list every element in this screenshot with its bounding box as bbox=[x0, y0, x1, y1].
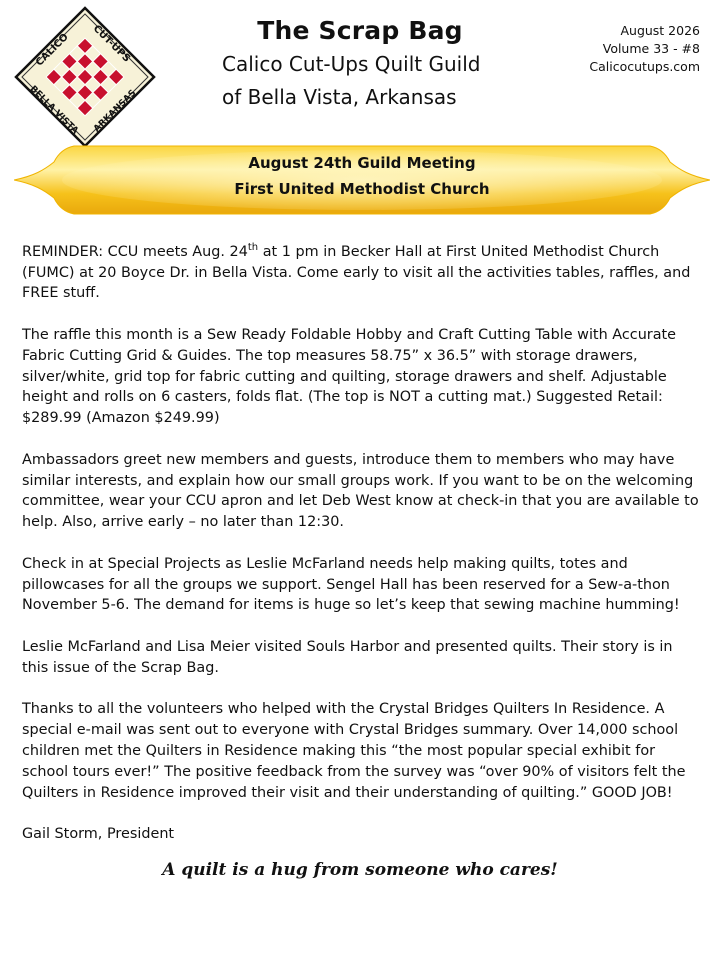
masthead bbox=[222, 16, 522, 111]
logo-text-arkansas: ARKANSAS bbox=[92, 88, 139, 135]
website-link[interactable]: Calicocutups.com bbox=[589, 59, 700, 74]
logo-text-calico: CALICO bbox=[34, 31, 71, 69]
newsletter-title: The Scrap Bag bbox=[257, 16, 463, 45]
paragraph-souls-harbor: Leslie McFarland and Lisa Meier visited Souls Harbor and presented quilts. Their story is in this issue of the Scrap Bag. bbox=[22, 638, 673, 676]
logo-text-bella-vista: BELLA VISTA bbox=[27, 84, 80, 137]
paragraph-raffle: The raffle this month is a Sew Ready Foldable Hobby and Craft Cutting Table with Accurate Fabric Cutting Grid & Guides. The top measures 58.75” x 36.5” with storage drawers, silver/white, grid top for fabric cutting and quilting, storage drawers and shelf. Adjustable height and rolls on 6 casters, folds flat. (The top is NOT a cutting mat.) Suggested Retail: $289.99 (Amazon $249.99) bbox=[22, 326, 677, 427]
guild-motto: A quilt is a hug from someone who cares! bbox=[162, 860, 558, 880]
meeting-location: First United Methodist Church bbox=[234, 180, 490, 198]
issue-info bbox=[589, 22, 700, 76]
issue-date: August 2026 bbox=[620, 23, 700, 38]
paragraph-reminder bbox=[22, 238, 702, 304]
reminder-text-rest: at 1 pm in Becker Hall at First United Methodist Church (FUMC) at 20 Boyce Dr. in Bella Vista. Come early to visit all the activities tables, raffles, and FREE stuff. bbox=[22, 243, 691, 302]
ordinal-suffix: th bbox=[247, 242, 259, 253]
meeting-heading bbox=[14, 150, 710, 202]
guild-location: of Bella Vista, Arkansas bbox=[222, 85, 457, 109]
guild-name: Calico Cut-Ups Quilt Guild bbox=[222, 52, 481, 76]
paragraph-crystal-bridges: Thanks to all the volunteers who helped with the Crystal Bridges Quilters In Residence. A special e-mail was sent out to everyone with Crystal Bridges summary. Over 14,000 school children met the Quilters in Residence making this “the most popular special exhibit for school tours ever!” The positive feedback from the survey was “over 90% of visitors felt the Quilters in Residence improved their visit and their understanding of quilting.” GOOD JOB! bbox=[22, 701, 686, 801]
issue-volume: Volume 33 - #8 bbox=[602, 41, 700, 56]
signature: Gail Storm, President bbox=[22, 826, 175, 843]
guild-logo bbox=[14, 6, 156, 148]
president-letter bbox=[22, 238, 702, 866]
meeting-date: August 24th Guild Meeting bbox=[248, 154, 476, 172]
paragraph-ambassadors: Ambassadors greet new members and guests, introduce them to members who may have similar interests, and explain how our small groups work. If you want to be on the welcoming committee, wear your CCU apron and let Deb West know at check-in that you are available to help. Also, arrive early – no later than 12:30. bbox=[22, 451, 699, 531]
reminder-text: REMINDER: CCU meets Aug. 24 bbox=[22, 243, 248, 260]
paragraph-special-projects: Check in at Special Projects as Leslie McFarland needs help making quilts, totes and pillowcases for all the groups we support. Sengel Hall has been reserved for a Sew-a-thon November 5-6. The demand for items is huge so let’s keep that sewing machine humming! bbox=[22, 555, 680, 614]
logo-text-cutups: CUT-UPS bbox=[90, 23, 133, 65]
